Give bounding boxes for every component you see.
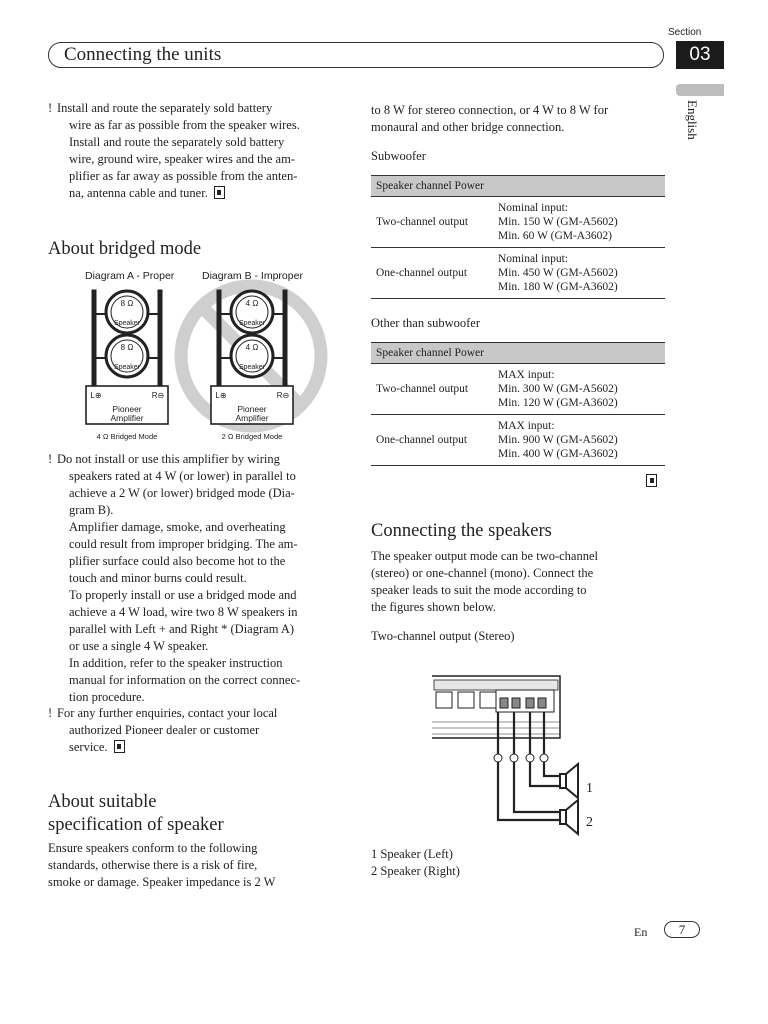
table-cell-label: One-channel output xyxy=(371,248,493,299)
paragraph-line: monaural and other bridge connection. xyxy=(371,120,565,134)
table-cell-label: Two-channel output xyxy=(371,197,493,248)
table-cell-value: Nominal input: Min. 150 W (GM-A5602) Min. 60 W (GM-A3602) xyxy=(493,197,665,248)
warning-line: achieve a 2 W (or lower) bridged mode (Dia- xyxy=(69,486,295,500)
end-mark-icon xyxy=(646,474,657,487)
intro-line: Install and route the separately sold battery xyxy=(69,135,285,149)
diagram-a-amp-name1: Pioneer xyxy=(112,404,142,414)
warning-line: gram B). xyxy=(69,503,114,517)
paragraph-line: Ensure speakers conform to the following xyxy=(48,841,258,855)
paragraph-line: to 8 W for stereo connection, or 4 W to 8 W for xyxy=(371,103,609,117)
warning-line: Amplifier damage, smoke, and overheating xyxy=(69,520,286,534)
speaker-right-icon xyxy=(560,800,578,834)
warning-line: In addition, refer to the speaker instruction xyxy=(69,656,283,670)
figure-number-2: 2 xyxy=(586,815,593,830)
paragraph-line: standards, otherwise there is a risk of fire, xyxy=(48,858,258,872)
table-cell-value: Nominal input: Min. 450 W (GM-A5602) Min. 180 W (GM-A3602) xyxy=(493,248,665,299)
intro-line: Install and route the separately sold battery xyxy=(57,101,273,115)
diagram-a-speaker2-ohm: 8 Ω xyxy=(120,343,134,352)
enquiries-note xyxy=(48,705,338,756)
warning-line: speakers rated at 4 W (or lower) in parallel to xyxy=(69,469,296,483)
table-header: Speaker channel Power xyxy=(371,343,665,364)
other-than-subwoofer-label: Other than subwoofer xyxy=(371,316,480,330)
stereo-wiring-diagram xyxy=(432,672,602,842)
diagram-b-amp-right: R⊖ xyxy=(276,391,290,400)
suitable-paragraph xyxy=(48,840,338,891)
diagram-b-speaker2-label: Speaker xyxy=(238,364,266,371)
paragraph-line: smoke or damage. Speaker impedance is 2 W xyxy=(48,875,276,889)
table-cell-label: Two-channel output xyxy=(371,364,493,415)
note-marker: ! xyxy=(48,101,53,115)
figure-legend xyxy=(371,846,460,880)
warning-line: parallel with Left + and Right * (Diagram A) xyxy=(69,622,295,636)
language-tab xyxy=(676,84,724,96)
warning-line: touch and minor burns could result. xyxy=(69,571,247,585)
intro-line: plifier as far away as possible from the anten- xyxy=(69,169,298,183)
speaker-left-icon xyxy=(560,764,578,798)
enquiries-line: authorized Pioneer dealer or customer xyxy=(69,723,260,737)
diagram-b-amp-left: L⊕ xyxy=(215,391,227,400)
bridged-mode-diagram xyxy=(78,266,330,444)
diagram-a-speaker1-ohm: 8 Ω xyxy=(120,299,134,308)
note-marker: ! xyxy=(48,452,53,466)
warning-line: could result from improper bridging. The am- xyxy=(69,537,298,551)
section-label: Section xyxy=(668,27,702,38)
intro-note xyxy=(48,100,338,202)
intro-line: wire as far as possible from the speaker wires. xyxy=(69,118,300,132)
diagram-a-speaker2-label: Speaker xyxy=(113,364,141,371)
diagram-b-title: Diagram B - Improper xyxy=(202,270,303,282)
warning-line: tion procedure. xyxy=(69,690,145,704)
figure-number-1: 1 xyxy=(586,781,593,796)
table-row xyxy=(371,415,665,466)
table-row xyxy=(371,197,665,248)
subwoofer-label: Subwoofer xyxy=(371,149,426,163)
warning-line: Do not install or use this amplifier by wiring xyxy=(57,452,280,466)
paragraph-line: (stereo) or one-channel (mono). Connect the xyxy=(371,566,594,580)
table-row xyxy=(371,364,665,415)
enquiries-line: For any further enquiries, contact your local xyxy=(57,706,278,720)
diagram-a-speaker1-label: Speaker xyxy=(113,320,141,327)
subwoofer-power-table xyxy=(371,175,665,299)
end-mark-icon xyxy=(114,740,125,753)
end-mark-icon xyxy=(214,186,225,199)
amplifier-panel xyxy=(432,676,560,738)
table-row xyxy=(371,248,665,299)
heading-line: specification of speaker xyxy=(48,815,224,835)
paragraph-line: The speaker output mode can be two-channel xyxy=(371,549,598,563)
language-label: English xyxy=(685,100,700,140)
heading-connecting-speakers: Connecting the speakers xyxy=(371,521,552,541)
diagram-a-amp-name2: Amplifier xyxy=(110,413,144,423)
stereo-label: Two-channel output (Stereo) xyxy=(371,629,515,643)
other-power-table xyxy=(371,342,665,466)
paragraph-line: speaker leads to suit the mode according to xyxy=(371,583,587,597)
warning-line: To properly install or use a bridged mode and xyxy=(69,588,297,602)
page-number: 7 xyxy=(664,921,700,938)
paragraph-line: the figures shown below. xyxy=(371,600,496,614)
diagram-b-speaker2-ohm: 4 Ω xyxy=(245,343,259,352)
continued-paragraph xyxy=(371,102,666,136)
diagram-b-caption: 2 Ω Bridged Mode xyxy=(221,432,283,441)
section-number-badge: 03 xyxy=(676,41,724,69)
legend-item: 1 Speaker (Left) xyxy=(371,847,453,861)
heading-suitable-speaker xyxy=(48,791,224,837)
diagram-b-amp-name1: Pioneer xyxy=(237,404,267,414)
diagram-b-speaker1-label: Speaker xyxy=(238,320,266,327)
diagram-b-amp-name2: Amplifier xyxy=(235,413,269,423)
table-cell-value: MAX input: Min. 900 W (GM-A5602) Min. 400 W (GM-A3602) xyxy=(493,415,665,466)
intro-line: wire, ground wire, speaker wires and the am- xyxy=(69,152,295,166)
warning-line: manual for information on the correct connec- xyxy=(69,673,301,687)
heading-line: About suitable xyxy=(48,792,157,812)
table-cell-value: MAX input: Min. 300 W (GM-A5602) Min. 120 W (GM-A3602) xyxy=(493,364,665,415)
enquiries-line: service. xyxy=(69,740,108,754)
intro-line: na, antenna cable and tuner. xyxy=(69,186,208,200)
table-cell-label: One-channel output xyxy=(371,415,493,466)
warning-line: plifier surface could also become hot to the xyxy=(69,554,286,568)
heading-bridged-mode: About bridged mode xyxy=(48,239,202,259)
page-title: Connecting the units xyxy=(64,44,222,65)
table-header: Speaker channel Power xyxy=(371,176,665,197)
diagram-a-amp-left: L⊕ xyxy=(90,391,102,400)
warning-line: achieve a 4 W load, wire two 8 W speakers in xyxy=(69,605,298,619)
diagram-a-caption: 4 Ω Bridged Mode xyxy=(96,432,158,441)
diagram-b-speaker1-ohm: 4 Ω xyxy=(245,299,259,308)
footer-language: En xyxy=(634,925,648,939)
diagram-a-title: Diagram A - Proper xyxy=(85,270,175,282)
warning-line: or use a single 4 W speaker. xyxy=(69,639,209,653)
diagram-a-amp-right: R⊖ xyxy=(151,391,165,400)
legend-item: 2 Speaker (Right) xyxy=(371,864,460,878)
note-marker: ! xyxy=(48,706,53,720)
speakers-paragraph xyxy=(371,548,666,616)
bridging-warning xyxy=(48,451,338,706)
